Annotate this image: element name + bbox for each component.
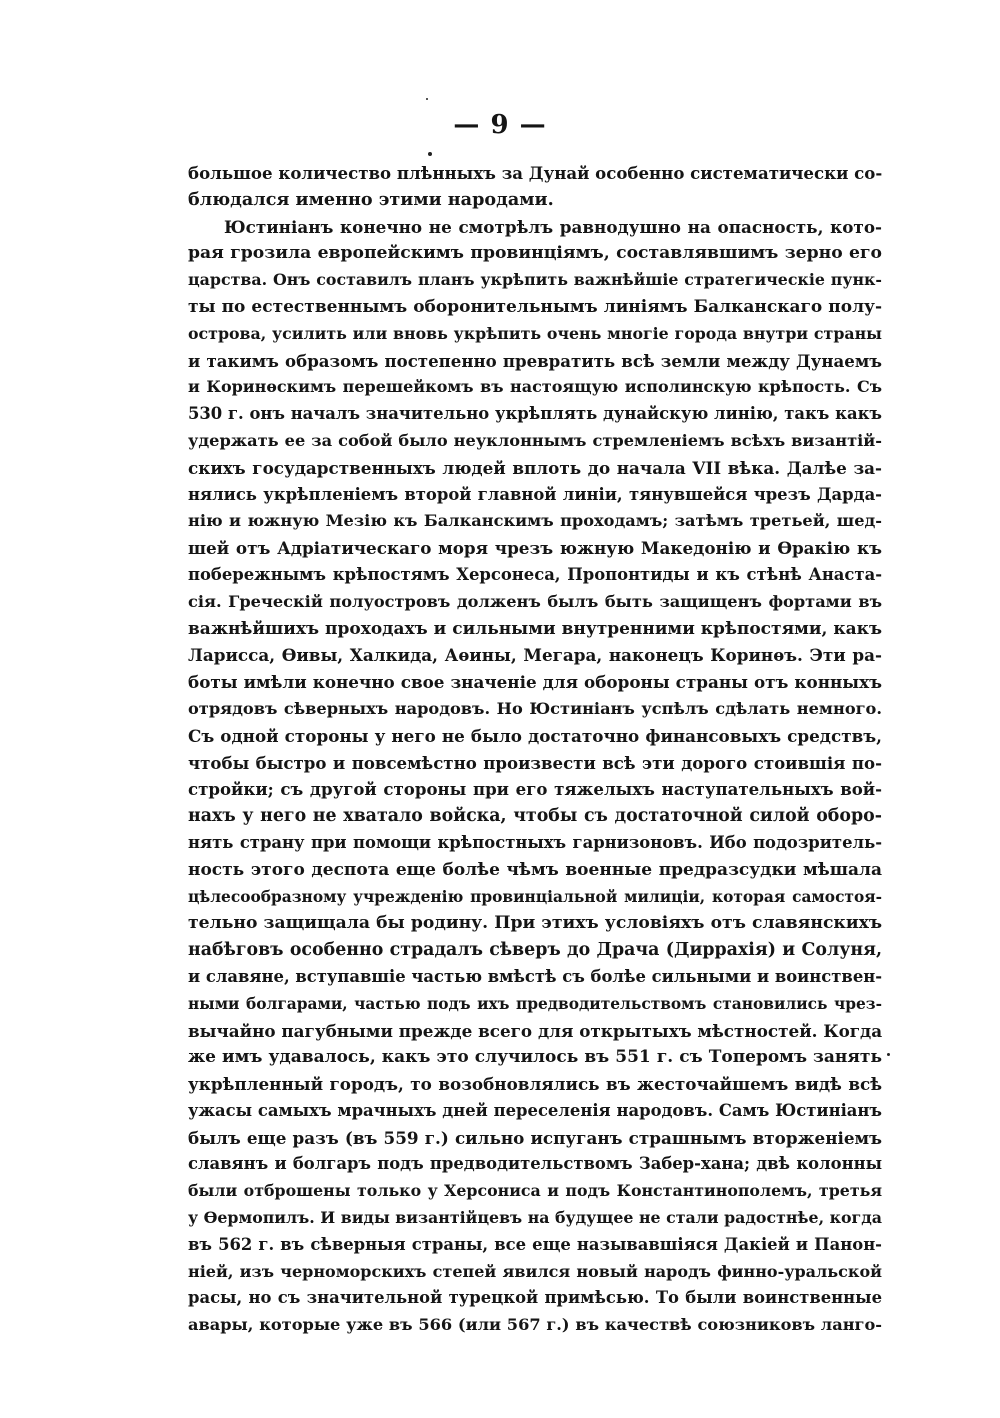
text-line: укрѣпленный городъ, то возобновлялись въ жесточайшемъ видѣ всѣ: [188, 1074, 882, 1095]
text-line: важнѣйшихъ проходахъ и сильными внутренними крѣпостями, какъ: [188, 618, 882, 639]
text-line: сія. Греческій полуостровъ долженъ былъ быть защищенъ фортами въ: [188, 591, 882, 611]
text-line: отрядовъ сѣверныхъ народовъ. Но Юстиніанъ успѣлъ сдѣлать немного.: [188, 698, 882, 718]
text-line: побережнымъ крѣпостямъ Херсонеса, Пропонтиды и къ стѣнѣ Анаста-: [188, 564, 882, 584]
text-line: стройки; съ другой стороны при его тяжелыхъ наступательныхъ вой-: [188, 779, 882, 800]
text-line: въ 562 г. въ сѣверныя страны, все еще называвшіяся Дакіей и Панон-: [188, 1234, 882, 1254]
text-line: нахъ у него не хватало войска, чтобы съ достаточной силой оборо-: [188, 806, 882, 827]
page-number: — 9 —: [453, 110, 547, 140]
text-line: блюдался именно этими народами.: [188, 188, 554, 210]
text-line: нять страну при помощи крѣпостныхъ гарнизоновъ. Ибо подозритель-: [188, 832, 882, 852]
text-line: Съ одной стороны у него не было достаточно финансовыхъ средствъ,: [188, 725, 882, 746]
text-line: славянъ и болгаръ подъ предводительствомъ Забер-хана; двѣ колонны: [188, 1154, 882, 1174]
text-line: царства. Онъ составилъ планъ укрѣпить важнѣйшіе стратегическіе пунк-: [188, 270, 882, 290]
text-line: у Ѳермопилъ. И виды византійцевъ на будущее не стали радостнѣе, когда: [188, 1208, 882, 1228]
text-line: чтобы быстро и повсемѣстно произвести всѣ эти дорого стоившія по-: [188, 752, 882, 773]
text-line: ніей, изъ черноморскихъ степей явился новый народъ финно-уральской: [188, 1261, 882, 1281]
text-line: авары, которые уже въ 566 (или 567 г.) въ качествѣ союзниковъ ланго-: [188, 1315, 882, 1335]
text-line: боты имѣли конечно свое значеніе для обороны страны отъ конныхъ: [188, 672, 882, 693]
text-line: большое количество плѣнныхъ за Дунай особенно систематически со-: [188, 163, 882, 183]
text-line: Ларисса, Ѳивы, Халкида, Аѳины, Мегара, наконецъ Коринѳъ. Эти ра-: [188, 645, 882, 666]
text-line: тельно защищала бы родину. При этихъ условіяхъ отъ славянскихъ: [188, 913, 882, 934]
body-text: [188, 160, 882, 1339]
text-line: нію и южную Мезію къ Балканскимъ проходамъ; затѣмъ третьей, шед-: [188, 511, 882, 531]
text-line: ность этого деспота еще болѣе чѣмъ военные предразсудки мѣшала: [188, 859, 882, 880]
text-line: рая грозила европейскимъ провинціямъ, составлявшимъ зерно его: [188, 243, 882, 264]
text-line: же имъ удавалось, какъ это случилось въ 551 г. съ Топеромъ занять: [188, 1047, 882, 1068]
text-line: нялись укрѣпленіемъ второй главной линіи, тянувшейся чрезъ Дарда-: [188, 484, 882, 504]
text-line: шей отъ Адріатическаго моря чрезъ южную Македонію и Ѳракію къ: [188, 538, 882, 559]
text-line: удержать ее за собой было неуклоннымъ стремленіемъ всѣхъ византій-: [188, 430, 882, 450]
text-line: скихъ государственныхъ людей вплоть до начала VII вѣка. Далѣе за-: [188, 457, 882, 478]
scan-speck: [426, 98, 428, 100]
text-line: и Коринѳскимъ перешейкомъ въ настоящую исполинскую крѣпость. Съ: [188, 377, 882, 397]
text-line: 530 г. онъ началъ значительно укрѣплять дунайскую линію, такъ какъ: [188, 404, 882, 424]
text-line: ты по естественнымъ оборонительнымъ линіямъ Балканскаго полу-: [188, 296, 882, 317]
text-line: расы, но съ значительной турецкой примѣсью. То были воинственные: [188, 1288, 882, 1308]
text-line: и такимъ образомъ постепенно превратить всѣ земли между Дунаемъ: [188, 350, 882, 371]
scan-speck: [428, 152, 432, 156]
text-line: вычайно пагубными прежде всего для открытыхъ мѣстностей. Когда: [188, 1020, 882, 1041]
text-line: острова, усилить или вновь укрѣпить очень многіе города внутри страны: [188, 323, 882, 343]
text-line: набѣговъ особенно страдалъ сѣверъ до Драча (Диррахія) и Солуня,: [188, 940, 882, 961]
scan-speck: [887, 1053, 890, 1056]
text-line: и славяне, вступавшіе частью вмѣстѣ съ болѣе сильными и воинствен-: [188, 966, 882, 986]
text-line: цѣлесообразному учрежденію провинціальной милиціи, которая самостоя-: [188, 887, 882, 906]
text-line: Юстиніанъ конечно не смотрѣлъ равнодушно на опасность, кото-: [224, 216, 882, 237]
text-line: ужасы самыхъ мрачныхъ дней переселенія народовъ. Самъ Юстиніанъ: [188, 1100, 882, 1120]
text-line: ными болгарами, частью подъ ихъ предводительствомъ становились чрез-: [188, 994, 882, 1013]
text-line: были отброшены только у Херсониса и подъ Константинополемъ, третья: [188, 1181, 882, 1201]
text-line: былъ еще разъ (въ 559 г.) сильно испуганъ страшнымъ вторженіемъ: [188, 1127, 882, 1148]
